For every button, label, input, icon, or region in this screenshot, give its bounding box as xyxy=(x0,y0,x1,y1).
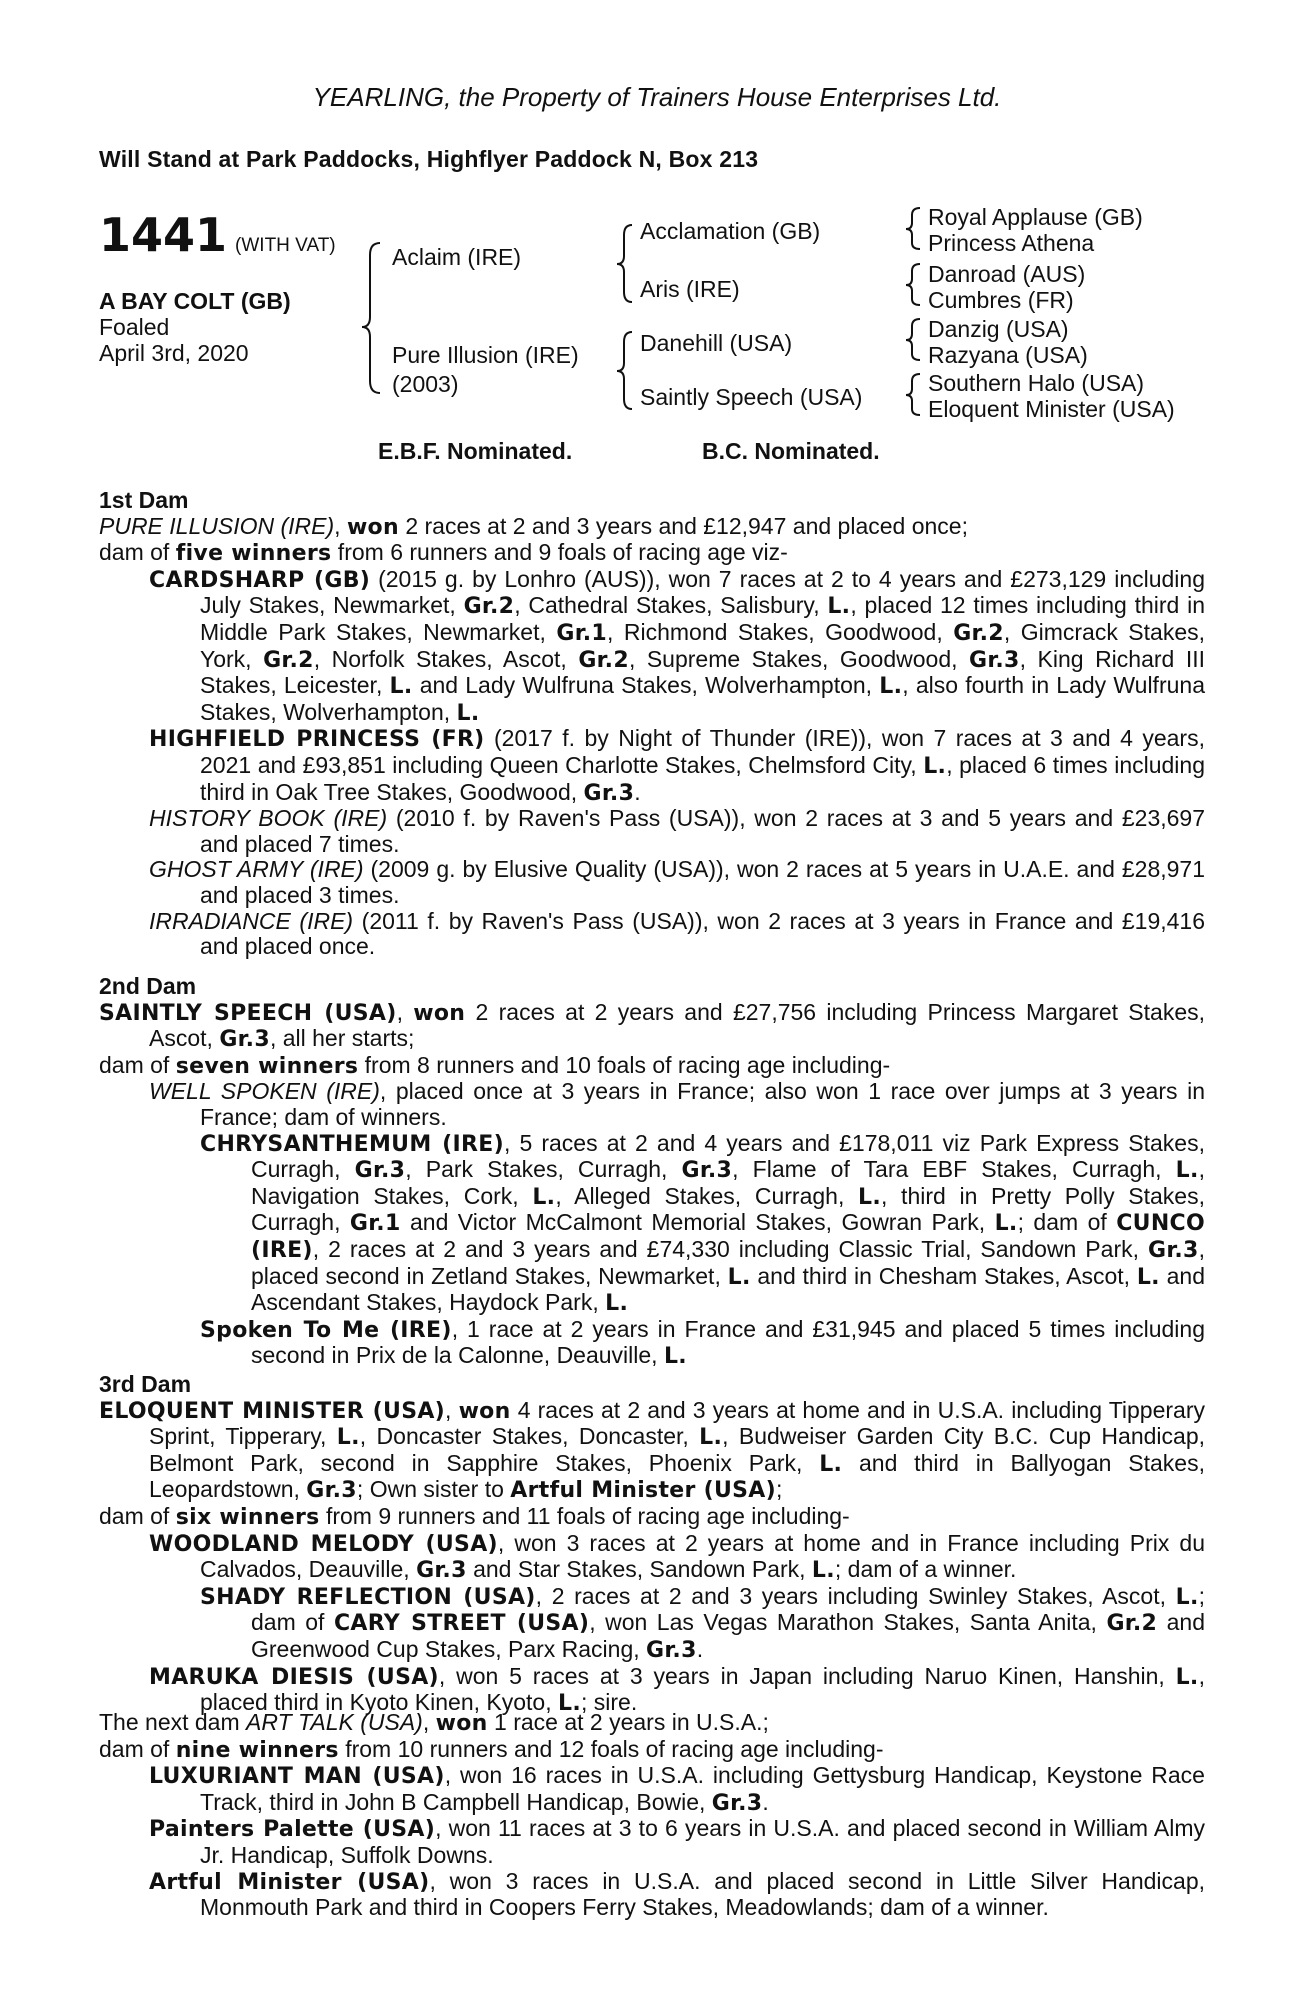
first-dam-section xyxy=(99,488,1205,960)
foaled-date: April 3rd, 2020 xyxy=(99,340,249,366)
list-item: IRRADIANCE (IRE) (2011 f. by Raven's Pass (USA)), won 2 races at 3 years in France and £19,416 and placed once. xyxy=(149,907,1206,960)
sire-sire: Acclamation (GB) xyxy=(640,218,821,244)
third-dam-record: ELOQUENT MINISTER (USA), won 4 races at 2 and 3 years at home and in U.S.A. including Tipperary Sprint, Tipperary, L., Doncaster Stakes, Doncaster, L., Budweiser Garden City B.C. Cup Handicap, Belmont Park, second in Sapphire Stakes, Phoenix Park, L. and third in Ballyogan Stakes, Leopardstown, Gr.3; Own sister to Artful Minister (USA); xyxy=(99,1396,1205,1504)
list-item: WELL SPOKEN (IRE), placed once at 3 years in France; also won 1 race over jumps at 3 years in France; dam of winners. xyxy=(149,1078,1205,1130)
dam-year: (2003) xyxy=(392,371,459,397)
grandparent-3: Danroad (AUS) xyxy=(928,261,1086,287)
first-dam-produce: dam of five winners from 6 runners and 9 foals of racing age viz- xyxy=(99,539,788,567)
next-dam-produce: dam of nine winners from 10 runners and 12 foals of racing age including- xyxy=(99,1735,884,1763)
list-item: Spoken To Me (IRE), 1 race at 2 years in France and £31,945 and placed 5 times including second in Prix de la Calonne, Deauville, L. xyxy=(200,1315,1205,1370)
third-dam-produce: dam of six winners from 9 runners and 11 foals of racing age including- xyxy=(99,1502,850,1530)
list-item: CHRYSANTHEMUM (IRE), 5 races at 2 and 4 years and £178,011 viz Park Express Stakes, Curragh, Gr.3, Park Stakes, Curragh, Gr.3, Flame of Tara EBF Stakes, Curragh, L., Navigation Stakes, Cork, L., Alleged Stakes, Curragh, L., third in Pretty Polly Stakes, Curragh, Gr.1 and Victor McCalmont Memorial Stakes, Gowran Park, L.; dam of CUNCO (IRE), 2 races at 2 and 3 years and £74,330 including Classic Trial, Sandown Park, Gr.3, placed second in Zetland Stakes, Newmarket, L. and third in Chesham Stakes, Ascot, L. and Ascendant Stakes, Haydock Park, L. xyxy=(200,1129,1206,1317)
first-dam-name: PURE ILLUSION (IRE) xyxy=(99,512,335,539)
bc-nominated: B.C. Nominated. xyxy=(702,438,880,464)
lot-number: 1441 xyxy=(99,208,228,262)
sire: Aclaim (IRE) xyxy=(392,244,522,270)
list-item: HISTORY BOOK (IRE) (2010 f. by Raven's Pass (USA)), won 2 races at 3 and 5 years and £23,697 and placed 7 times. xyxy=(149,805,1205,857)
first-dam-record: PURE ILLUSION (IRE), won 2 races at 2 and 3 years and £12,947 and placed once; xyxy=(99,512,968,540)
grandparent-6: Razyana (USA) xyxy=(928,342,1088,368)
list-item: LUXURIANT MAN (USA), won 16 races in U.S.A. including Gettysburg Handicap, Keystone Race Track, third in John B Campbell Handicap, Bowie, Gr.3. xyxy=(149,1762,1205,1816)
grandparent-8: Eloquent Minister (USA) xyxy=(928,396,1175,422)
dam-dam: Saintly Speech (USA) xyxy=(640,384,863,410)
third-dam-section xyxy=(99,1372,1205,1717)
first-dam-title: 1st Dam xyxy=(99,487,189,513)
list-item: WOODLAND MELODY (USA), won 3 races at 2 years at home and in France including Prix du Calvados, Deauville, Gr.3 and Star Stakes, Sandown Park, L.; dam of a winner. xyxy=(149,1529,1205,1584)
foaled-label: Foaled xyxy=(99,314,170,340)
second-dam-section xyxy=(99,974,1205,1370)
grandparent-2: Princess Athena xyxy=(928,230,1095,256)
list-item: Artful Minister (USA), won 3 races in U.S.A. and placed second in Little Silver Handicap, Monmouth Park and third in Coopers Ferry Stakes, Meadowlands; dam of a winner. xyxy=(149,1867,1205,1921)
second-dam-title: 2nd Dam xyxy=(99,973,197,999)
lot-vat: (WITH VAT) xyxy=(235,235,336,256)
dam: Pure Illusion (IRE) xyxy=(392,342,579,368)
list-item: GHOST ARMY (IRE) (2009 g. by Elusive Quality (USA)), won 2 races at 5 years in U.A.E. and £28,971 and placed 3 times. xyxy=(149,856,1206,908)
next-dam-record: The next dam ART TALK (USA), won 1 race at 2 years in U.S.A.; xyxy=(99,1709,769,1736)
sire-dam: Aris (IRE) xyxy=(640,276,740,302)
second-dam-produce: dam of seven winners from 8 runners and 10 foals of racing age including- xyxy=(99,1051,891,1079)
list-item: Painters Palette (USA), won 11 races at 3 to 6 years in U.S.A. and placed second in William Almy Jr. Handicap, Suffolk Downs. xyxy=(149,1815,1205,1868)
second-dam-record: SAINTLY SPEECH (USA), won 2 races at 2 years and £27,756 including Princess Margaret Stakes, Ascot, Gr.3, all her starts; xyxy=(99,998,1205,1053)
grandparent-5: Danzig (USA) xyxy=(928,316,1069,342)
list-item: CARDSHARP (GB) (2015 g. by Lonhro (AUS)), won 7 races at 2 to 4 years and £273,129 including July Stakes, Newmarket, Gr.2, Cathedral Stakes, Salisbury, L., placed 12 times including third in Middle Park Stakes, Newmarket, Gr.1, Richmond Stakes, Goodwood, Gr.2, Gimcrack Stakes, York, Gr.2, Norfolk Stakes, Ascot, Gr.2, Supreme Stakes, Goodwood, Gr.3, King Richard III Stakes, Leicester, L. and Lady Wulfruna Stakes, Wolverhampton, L., also fourth in Lady Wulfruna Stakes, Wolverhampton, L. xyxy=(149,565,1206,726)
third-dam-title: 3rd Dam xyxy=(99,1371,192,1397)
grandparent-7: Southern Halo (USA) xyxy=(928,370,1145,396)
next-dam-section xyxy=(99,1710,1205,1921)
grandparent-4: Cumbres (FR) xyxy=(928,287,1074,313)
lot-description: A BAY COLT (GB) xyxy=(99,288,291,314)
stand-location: Will Stand at Park Paddocks, Highflyer Paddock N, Box 213 xyxy=(99,146,759,172)
ebf-nominated: E.B.F. Nominated. xyxy=(378,438,573,464)
grandparent-1: Royal Applause (GB) xyxy=(928,204,1143,230)
page-title: YEARLING, the Property of Trainers House Enterprises Ltd. xyxy=(312,82,1002,112)
list-item: MARUKA DIESIS (USA), won 5 races at 3 years in Japan including Naruo Kinen, Hanshin, L., placed third in Kyoto Kinen, Kyoto, L.; sire. xyxy=(149,1662,1205,1717)
dam-sire: Danehill (USA) xyxy=(640,330,793,356)
list-item: SHADY REFLECTION (USA), 2 races at 2 and 3 years including Swinley Stakes, Ascot, L.; dam of CARY STREET (USA), won Las Vegas Marathon Stakes, Santa Anita, Gr.2 and Greenwood Cup Stakes, Parx Racing, Gr.3. xyxy=(200,1582,1205,1663)
list-item: HIGHFIELD PRINCESS (FR) (2017 f. by Night of Thunder (IRE)), won 7 races at 3 and 4 years, 2021 and £93,851 including Queen Charlotte Stakes, Chelmsford City, L., placed 6 times including third in Oak Tree Stakes, Goodwood, Gr.3. xyxy=(149,725,1205,806)
